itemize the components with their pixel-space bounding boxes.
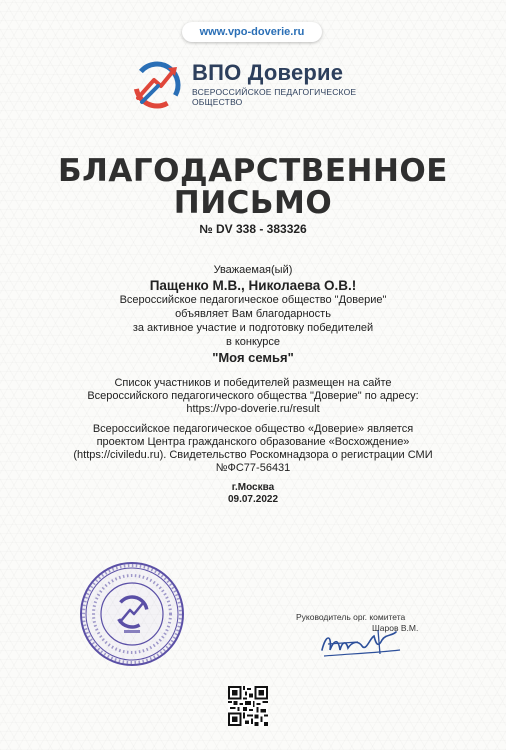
stamp-seal-icon [78,560,186,668]
logo-subtitle-line-2: ОБЩЕСТВО [192,97,243,107]
body-line-2: объявляет Вам благодарность [175,308,331,320]
body-line-3: за активное участие и подготовку победителей [132,322,374,334]
body-line-4: в конкурсе [225,336,281,348]
document-title-line-2: ПИСЬМО [173,185,333,221]
results-line-1: Список участников и победителей размещен на сайте [114,377,392,389]
results-line-2: Всероссийского педагогического общества "Доверие" по адресу: [87,390,419,402]
document-title-line-1: БЛАГОДАРСТВЕННОЕ [58,153,448,189]
qr-code-icon[interactable] [228,686,268,726]
logo-subtitle-line-1: ВСЕРОССИЙСКОЕ ПЕДАГОГИЧЕСКОЕ [192,87,357,97]
body-line-1: Всероссийское педагогическое общество "Доверие" [119,294,387,306]
legal-line-3: (https://civiledu.ru). Свидетельство Роскомнадзора о регистрации СМИ [73,449,433,461]
signatory-role: Руководитель орг. комитета [296,612,406,622]
legal-line-2: проектом Центра гражданского образование «Восхождение» [96,436,410,448]
logo-name: ВПО Доверие [192,60,344,85]
site-url-badge[interactable]: www.vpo-doverie.ru [182,22,322,42]
contest-name: "Моя семья" [212,350,294,365]
place: г.Москва [231,482,275,493]
greeting: Уважаемая(ый) [213,264,293,276]
logo-mark-icon [128,56,186,114]
signatory-name: Шаров В.М. [372,623,419,633]
signature-icon [318,626,404,662]
logo-subtitle [192,87,392,107]
recipient-names: Пащенко М.В., Николаева О.В.! [149,278,357,293]
legal-line-1: Всероссийское педагогическое общество «Доверие» является [92,423,414,435]
document-number: № DV 338 - 383326 [199,222,307,236]
legal-line-4: №ФС77-56431 [215,462,291,474]
date: 09.07.2022 [227,494,279,505]
organization-logo [128,56,388,116]
results-url[interactable]: https://vpo-doverie.ru/result [186,403,320,415]
